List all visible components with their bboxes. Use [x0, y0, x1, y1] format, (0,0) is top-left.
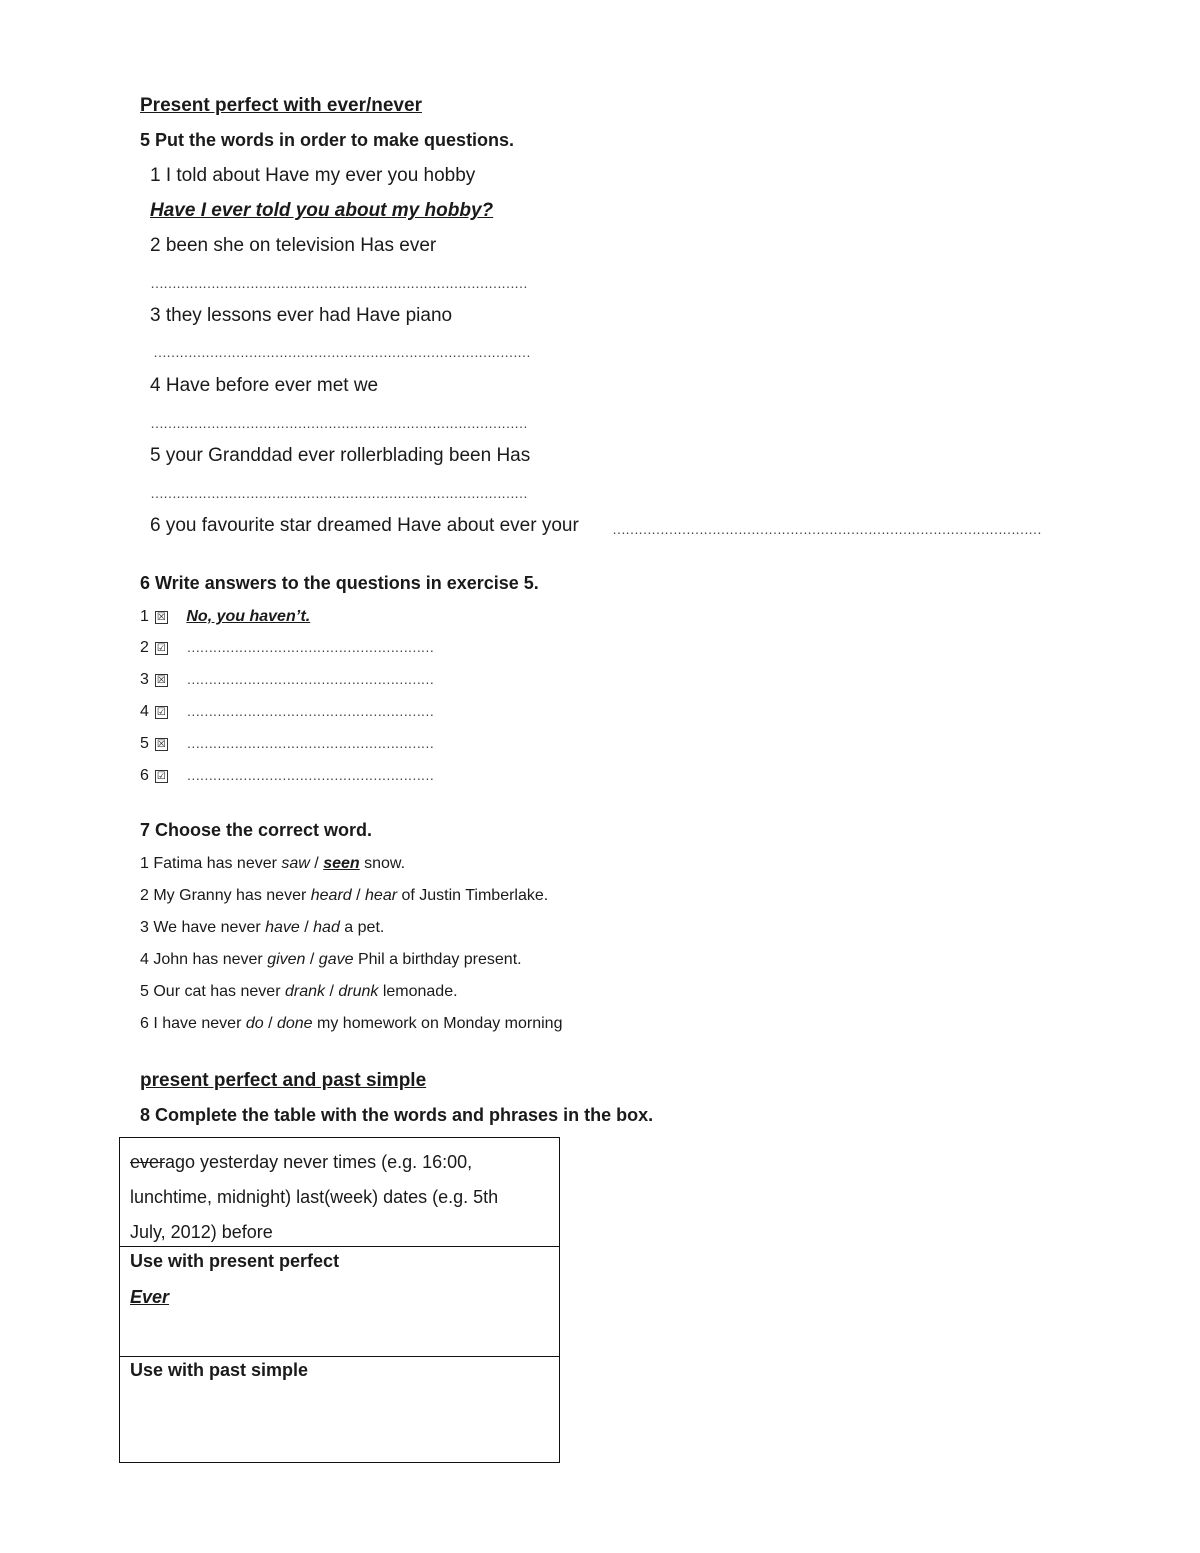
ex7-item-5: [140, 984, 458, 1000]
struck-word: ever: [130, 1152, 166, 1172]
ex6-num: 6: [140, 767, 149, 784]
exercise-8-title: 8 Complete the table with the words and phrases in the box.: [140, 1105, 654, 1125]
ex6-item-2: [140, 640, 433, 656]
ex7-option-b[interactable]: done: [276, 1015, 313, 1032]
ex7-option-b-selected[interactable]: seen: [323, 855, 360, 872]
cross-box-icon: ☒: [155, 611, 168, 624]
ex7-text: 5 Our cat has never: [140, 983, 285, 1000]
ex5-answer-line-5[interactable]: ……………………………………………………………………………: [150, 485, 527, 501]
ex5-answer-line-2[interactable]: ……………………………………………………………………………: [150, 275, 527, 291]
ex7-text: of Justin Timberlake.: [397, 887, 549, 904]
word-box-line-2: lunchtime, midnight) last(week) dates (e.g. 5th: [130, 1187, 499, 1207]
ex7-sep: /: [309, 855, 324, 872]
ex6-num: 2: [140, 639, 149, 656]
ex5-prompt-1: 1 I told about Have my ever you hobby: [150, 165, 476, 186]
ex7-option-a[interactable]: drank: [284, 983, 325, 1000]
ex7-option-a[interactable]: saw: [281, 855, 310, 872]
ex7-sep: /: [299, 919, 314, 936]
word-box-text: [130, 1145, 498, 1250]
ex7-text: 1 Fatima has never: [140, 855, 282, 872]
ex7-text: a pet.: [339, 919, 385, 936]
ex7-item-2: [140, 888, 548, 904]
section-title-pp-past-simple: present perfect and past simple: [140, 1070, 427, 1091]
ex8-table: [119, 1137, 560, 1463]
past-simple-cell[interactable]: [120, 1358, 559, 1462]
ex7-text: my homework on Monday morning: [312, 1015, 563, 1032]
ex7-item-3: [140, 920, 384, 936]
ex6-answer-line-4[interactable]: …………………………………………………: [186, 703, 434, 719]
check-box-icon: ☑: [155, 642, 168, 655]
ex6-answer-line-2[interactable]: …………………………………………………: [186, 639, 434, 655]
ex6-item-3: [140, 672, 433, 688]
word-box-line-3: July, 2012) before: [130, 1222, 273, 1242]
ex5-answer-line-3[interactable]: ……………………………………………………………………………: [153, 344, 530, 360]
ex7-option-a[interactable]: heard: [310, 887, 352, 904]
ex7-sep: /: [325, 983, 339, 1000]
ex5-prompt-3: 3 they lessons ever had Have piano: [150, 305, 453, 326]
check-box-icon: ☑: [155, 706, 168, 719]
ex7-option-b[interactable]: had: [313, 919, 340, 936]
past-simple-label: Use with past simple: [130, 1360, 309, 1380]
ex6-answer-line-3[interactable]: …………………………………………………: [186, 671, 434, 687]
ex7-text: 3 We have never: [140, 919, 266, 936]
ex6-answer-line-6[interactable]: …………………………………………………: [186, 767, 434, 783]
present-perfect-cell[interactable]: [120, 1248, 559, 1357]
ex7-option-b[interactable]: hear: [365, 887, 398, 904]
cross-box-icon: ☒: [155, 738, 168, 751]
ex7-item-6: [140, 1016, 562, 1032]
ex6-answer-line-5[interactable]: …………………………………………………: [186, 735, 434, 751]
check-box-icon: ☑: [155, 770, 168, 783]
ex6-item-5: [140, 736, 433, 752]
exercise-6-title: 6 Write answers to the questions in exercise 5.: [140, 573, 539, 593]
ex5-answer-1: Have I ever told you about my hobby?: [150, 200, 494, 221]
ex5-prompt-2: 2 been she on television Has ever: [150, 235, 437, 256]
word-box-words: ago yesterday never times (e.g. 16:00,: [165, 1152, 473, 1172]
ex5-prompt-5: 5 your Granddad ever rollerblading been Has: [150, 445, 531, 466]
ex6-num: 1: [140, 608, 149, 625]
ex7-option-b[interactable]: gave: [318, 951, 354, 968]
section-title-ever-never: Present perfect with ever/never: [140, 95, 422, 116]
ex7-option-a[interactable]: given: [267, 951, 306, 968]
ex7-text: lemonade.: [378, 983, 458, 1000]
ex7-text: snow.: [359, 855, 406, 872]
ex6-item-1: [140, 609, 310, 625]
ex7-text: 6 I have never: [140, 1015, 246, 1032]
present-perfect-example: Ever: [130, 1287, 170, 1307]
ex5-answer-line-6[interactable]: ………………………………………………………………………………………: [612, 521, 1041, 537]
cross-box-icon: ☒: [155, 674, 168, 687]
ex5-prompt-6: 6 you favourite star dreamed Have about ever your: [150, 515, 579, 536]
ex6-answer-1: No, you haven’t.: [186, 608, 311, 625]
ex7-item-4: [140, 952, 522, 968]
ex6-item-6: [140, 768, 433, 784]
word-box-line-1: [130, 1145, 498, 1180]
ex6-num: 4: [140, 703, 149, 720]
ex7-text: Phil a birthday present.: [353, 951, 522, 968]
ex7-sep: /: [263, 1015, 277, 1032]
ex7-option-a[interactable]: do: [245, 1015, 264, 1032]
exercise-5-title: 5 Put the words in order to make questions.: [140, 130, 515, 150]
ex6-num: 3: [140, 671, 149, 688]
ex7-sep: /: [305, 951, 319, 968]
exercise-7-title: 7 Choose the correct word.: [140, 820, 373, 840]
ex7-item-1: [140, 856, 405, 872]
ex7-text: 4 John has never: [140, 951, 268, 968]
ex5-answer-line-4[interactable]: ……………………………………………………………………………: [150, 415, 527, 431]
ex7-option-b[interactable]: drunk: [338, 983, 379, 1000]
ex6-num: 5: [140, 735, 149, 752]
word-box: [120, 1138, 559, 1247]
present-perfect-label: Use with present perfect: [130, 1251, 340, 1271]
ex6-item-4: [140, 704, 433, 720]
ex5-prompt-4: 4 Have before ever met we: [150, 375, 379, 396]
ex7-sep: /: [351, 887, 366, 904]
ex7-option-a[interactable]: have: [265, 919, 300, 936]
ex7-text: 2 My Granny has never: [140, 887, 311, 904]
